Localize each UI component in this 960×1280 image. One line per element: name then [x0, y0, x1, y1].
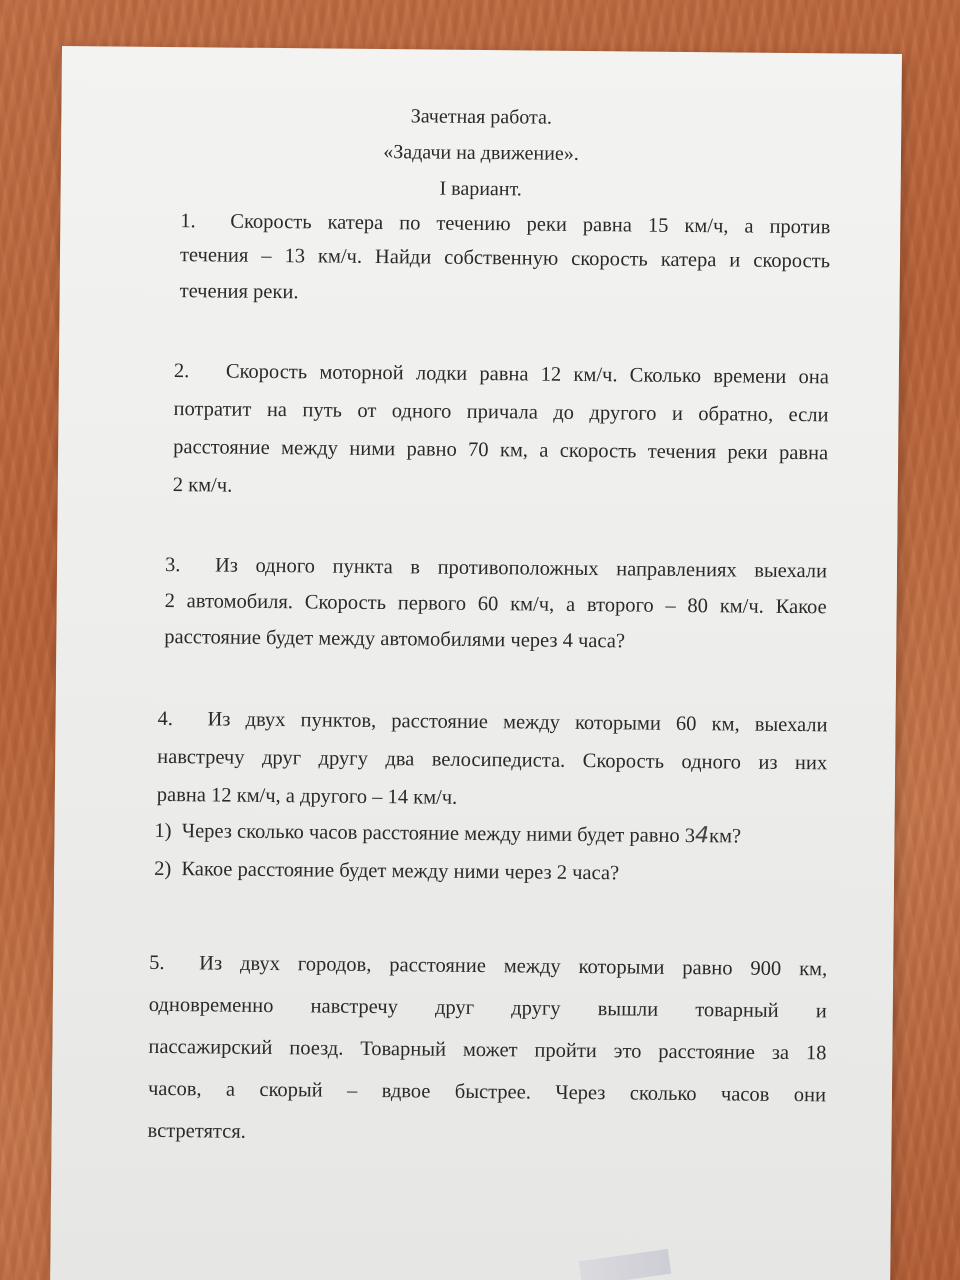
problem-number: 2.	[173, 360, 190, 383]
problem-text-line: пассажирский поезд. Товарный может пройти это расстояние за 18	[148, 1035, 827, 1065]
problem-text-line: Из двух городов, расстояние между которыми равно 900 км,	[199, 952, 828, 981]
subquestion-unit: км?	[708, 825, 742, 848]
problem-text-line: навстречу друг другу два велосипедиста. Скорость одного из них	[157, 745, 828, 775]
problem-text-line: расстояние будет между автомобилями через 4 часа?	[164, 625, 626, 653]
problem-text-line: потратит на путь от одного причала до другого и обратно, если	[173, 398, 829, 427]
problem-text-line: одновременно навстречу друг другу вышли товарный и	[148, 993, 827, 1023]
problem-text-line: часов, а скорый – вдвое быстрее. Через сколько часов они	[147, 1077, 827, 1107]
problem-number: 3.	[164, 553, 181, 577]
paper-sheet	[50, 46, 902, 1280]
problem-text-line: Из одного пункта в противоположных направлениях выехали	[214, 554, 828, 583]
problem-number: 1.	[180, 210, 196, 233]
problem-text-line: Из двух пунктов, расстояние между которыми 60 км, выехали	[207, 708, 828, 737]
problem-number: 4.	[157, 707, 174, 731]
problem-text-line: течения – 13 км/ч. Найди собственную скорость катера и скорость	[179, 244, 831, 273]
problem-text-line: расстояние между ними равно 70 км, а скорость течения реки равна	[173, 436, 829, 465]
handwritten-digit: 4	[694, 823, 710, 849]
subquestion-2	[154, 857, 619, 885]
problem-text-line: Скорость катера по течению реки равна 15 км/ч, а против	[230, 210, 831, 239]
problem-text-line: встретятся.	[147, 1119, 246, 1143]
variant-label: I вариант.	[439, 177, 522, 201]
problem-text-line: 2 автомобиля. Скорость первого 60 км/ч, а второго – 80 км/ч. Какое	[164, 589, 827, 619]
problem-number: 5.	[149, 951, 165, 974]
subquestion-text: Какое расстояние будет между ними через 2 часа?	[181, 858, 620, 885]
subquestion-1	[154, 819, 741, 849]
document-subtitle: «Задачи на движение».	[383, 141, 579, 165]
subquestion-marker: 1)	[154, 819, 172, 843]
problem-text-line: 2 км/ч.	[172, 474, 233, 497]
subquestion-text: Через сколько часов расстояние между ними будет равно 3	[181, 820, 696, 848]
problem-text-line: равна 12 км/ч, а другого – 14 км/ч.	[156, 783, 458, 809]
document-title: Зачетная работа.	[410, 105, 553, 129]
problem-text-line: Скорость моторной лодки равна 12 км/ч. Сколько времени она	[225, 360, 829, 389]
problem-text-line: течения реки.	[179, 280, 299, 304]
subquestion-marker: 2)	[154, 857, 172, 881]
